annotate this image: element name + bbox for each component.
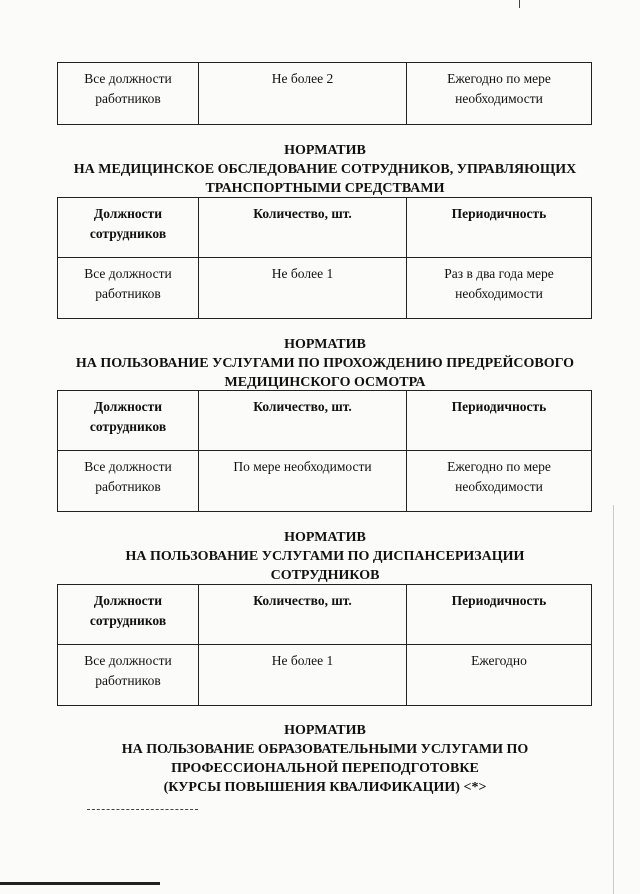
table-header-row bbox=[58, 198, 592, 258]
heading-line: МЕДИЦИНСКОГО ОСМОТРА bbox=[224, 375, 426, 390]
cell-periodicity: Ежегодно по мере необходимости bbox=[407, 451, 592, 512]
norm-table-pre-trip-exam bbox=[57, 390, 592, 512]
section-heading-pre-trip-exam bbox=[40, 335, 610, 392]
header-periodicity: Периодичность bbox=[407, 391, 592, 451]
heading-line: НА ПОЛЬЗОВАНИЕ УСЛУГАМИ ПО ДИСПАНСЕРИЗАЦИИ bbox=[125, 549, 525, 564]
heading-line: НОРМАТИВ bbox=[284, 337, 366, 352]
heading-line: ПРОФЕССИОНАЛЬНОЙ ПЕРЕПОДГОТОВКЕ bbox=[171, 761, 479, 776]
cell-quantity: Не более 1 bbox=[199, 258, 407, 319]
header-position: Должности сотрудников bbox=[58, 198, 199, 258]
table-row bbox=[58, 451, 592, 512]
table-row bbox=[58, 645, 592, 706]
heading-line: НОРМАТИВ bbox=[284, 143, 366, 158]
section-heading-retraining bbox=[40, 721, 610, 797]
table-row bbox=[58, 258, 592, 319]
heading-line: ТРАНСПОРТНЫМИ СРЕДСТВАМИ bbox=[205, 181, 445, 196]
scan-mark bbox=[613, 505, 614, 894]
cell-position: Все должности работников bbox=[58, 645, 199, 706]
heading-line: (КУРСЫ ПОВЫШЕНИЯ КВАЛИФИКАЦИИ) <*> bbox=[163, 780, 487, 795]
norm-table-dispensary bbox=[57, 584, 592, 706]
table-header-row bbox=[58, 585, 592, 645]
cell-position: Все должности работников bbox=[58, 258, 199, 319]
header-position: Должности сотрудников bbox=[58, 391, 199, 451]
header-quantity: Количество, шт. bbox=[199, 391, 407, 451]
heading-line: СОТРУДНИКОВ bbox=[270, 568, 380, 583]
table-row bbox=[58, 63, 592, 125]
cell-position: Все должности работников bbox=[58, 451, 199, 512]
heading-line: НОРМАТИВ bbox=[284, 723, 366, 738]
header-quantity: Количество, шт. bbox=[199, 198, 407, 258]
footnote-separator bbox=[87, 809, 198, 810]
heading-line: НА МЕДИЦИНСКОЕ ОБСЛЕДОВАНИЕ СОТРУДНИКОВ, УПРАВЛЯЮЩИХ bbox=[73, 162, 577, 177]
header-position: Должности сотрудников bbox=[58, 585, 199, 645]
norm-table-continued bbox=[57, 62, 592, 125]
heading-line: НОРМАТИВ bbox=[284, 530, 366, 545]
heading-line: НА ПОЛЬЗОВАНИЕ ОБРАЗОВАТЕЛЬНЫМИ УСЛУГАМИ ПО bbox=[121, 742, 529, 757]
section-heading-dispensary bbox=[40, 528, 610, 585]
cell-periodicity: Ежегодно bbox=[407, 645, 592, 706]
cell-quantity: Не более 1 bbox=[199, 645, 407, 706]
section-heading-driver-exam bbox=[40, 141, 610, 198]
header-periodicity: Периодичность bbox=[407, 198, 592, 258]
table-header-row bbox=[58, 391, 592, 451]
header-periodicity: Периодичность bbox=[407, 585, 592, 645]
norm-table-driver-exam bbox=[57, 197, 592, 319]
cell-periodicity: Ежегодно по мере необходимости bbox=[407, 63, 592, 125]
heading-line: НА ПОЛЬЗОВАНИЕ УСЛУГАМИ ПО ПРОХОЖДЕНИЮ ПРЕДРЕЙСОВОГО bbox=[75, 356, 575, 371]
cell-position: Все должности работников bbox=[58, 63, 199, 125]
scan-edge-line bbox=[0, 882, 160, 885]
header-quantity: Количество, шт. bbox=[199, 585, 407, 645]
cell-quantity: По мере необходимости bbox=[199, 451, 407, 512]
cell-periodicity: Раз в два года мере необходимости bbox=[407, 258, 592, 319]
scan-mark bbox=[519, 0, 520, 8]
cell-quantity: Не более 2 bbox=[199, 63, 407, 125]
